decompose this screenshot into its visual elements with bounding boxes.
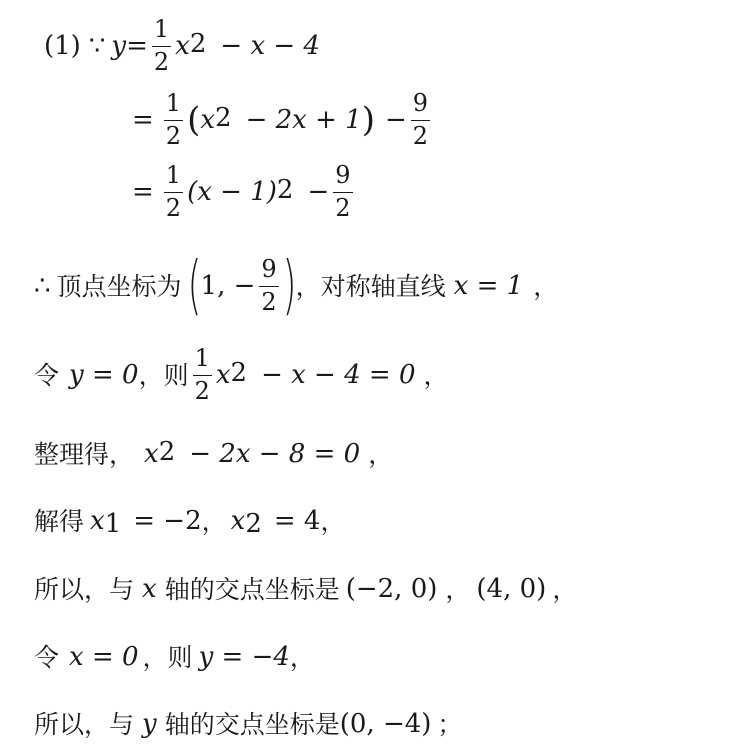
solve-text: 解得 <box>34 506 85 536</box>
fraction-nine-halves: $\frac{9}{2}$ <box>261 255 277 316</box>
y-value: y = −4 <box>198 642 290 672</box>
derivation-line-3: = $\frac{1}{2}$ (x − 1) $^2$ − $\frac{9}{2}$ <box>132 161 351 222</box>
derivation-line-2: = $\frac{1}{2}$ ( x $^2$ − 2x + 1 ) − $\frac{9}{2}$ <box>132 89 429 150</box>
so-text: 所以，与 <box>34 709 135 739</box>
comma: ， <box>533 271 559 301</box>
therefore-symbol: ∴ <box>34 271 51 301</box>
semicolon: ； <box>437 709 463 739</box>
point: (0, −4) <box>339 709 432 739</box>
var-x: x <box>142 574 157 604</box>
simplify-line: 整理得， x $^2$ − 2x − 8 = 0 ， <box>34 437 394 469</box>
minus-sign: − <box>307 177 330 207</box>
var-x2: x <box>230 506 246 536</box>
open-paren: ( <box>187 249 201 323</box>
solve-line: 解得 x $_1$ = −2 ， x $_2$ = 4 ， <box>34 506 346 539</box>
intercept-text: 轴的交点坐标是 <box>164 574 340 604</box>
var-x: x <box>175 31 190 61</box>
y-intercept-line <box>34 706 462 742</box>
part-label: (1) <box>44 31 81 61</box>
then-text: ，则 <box>138 360 189 390</box>
fraction-nine-halves: $\frac{9}{2}$ <box>335 161 351 222</box>
point-2: (4, 0) <box>476 574 547 604</box>
squared-binomial: (x − 1) <box>187 177 277 207</box>
var-y: y <box>111 31 127 61</box>
fraction-nine-halves: $\frac{9}{2}$ <box>412 89 429 150</box>
ling-text: 令 <box>34 642 60 672</box>
then-text: ，则 <box>142 642 193 672</box>
so-text: 所以，与 <box>34 574 135 604</box>
close-paren: ) <box>282 249 297 323</box>
axis-equation: x = 1 <box>453 271 524 301</box>
comma: ， <box>423 360 449 390</box>
x1-value: = −2 <box>133 506 202 536</box>
equals-sign: = <box>132 105 154 135</box>
derivation-line-1: (1) ∵ y = $\frac{1}{2}$ x $^2$ − x − 4 <box>44 15 320 76</box>
equation-rest: − 2x − 8 = 0 <box>189 439 361 469</box>
intercept-text: 轴的交点坐标是 <box>164 709 340 739</box>
var-x: x <box>144 439 159 469</box>
expression-rest: − x − 4 <box>220 31 320 61</box>
fraction-one-half: $\frac{1}{2}$ <box>165 89 182 150</box>
fraction-one-half: $\frac{1}{2}$ <box>153 15 170 76</box>
equals-sign: = <box>126 31 148 61</box>
minus-sign: − <box>384 105 407 135</box>
vertex-line <box>34 248 558 324</box>
x-intercepts-line <box>34 571 577 607</box>
ling-text: 令 <box>34 360 60 390</box>
comma: ， <box>368 439 394 469</box>
equation-rest: − x − 4 = 0 <box>261 360 416 390</box>
set-x-zero-line <box>34 639 315 675</box>
equals-sign: = <box>132 177 154 207</box>
point-1: (−2, 0) <box>345 574 438 604</box>
separator: ， <box>445 574 471 604</box>
var-y: y <box>142 709 157 739</box>
var-x1: x <box>90 506 105 536</box>
simplify-text: 整理得， <box>34 439 135 469</box>
fraction-one-half: $\frac{1}{2}$ <box>165 161 182 222</box>
var-x: x <box>215 360 231 390</box>
fraction-one-half: $\frac{1}{2}$ <box>194 344 210 405</box>
y-equals-zero: y = 0 <box>69 360 139 390</box>
because-symbol: ∵ <box>88 31 106 61</box>
comma: ， <box>320 506 346 536</box>
vertex-x-coordinate: 1, − <box>200 271 256 301</box>
x2-value: = 4 <box>273 506 321 536</box>
var-x: x <box>200 105 216 135</box>
close-paren: ) <box>361 100 375 140</box>
set-y-zero-line: 令 y = 0 ，则 $\frac{1}{2}$ x $^2$ − x − 4 = 0 ， <box>34 344 449 405</box>
comma: ， <box>289 642 315 672</box>
x-equals-zero: x = 0 <box>69 642 139 672</box>
comma: ， <box>552 574 578 604</box>
separator: ， <box>201 506 227 536</box>
open-paren: ( <box>187 100 201 140</box>
vertex-text: 顶点坐标为 <box>56 271 182 301</box>
inner-expression: − 2x + 1 <box>245 105 362 135</box>
axis-text: ，对称轴直线 <box>295 271 446 301</box>
